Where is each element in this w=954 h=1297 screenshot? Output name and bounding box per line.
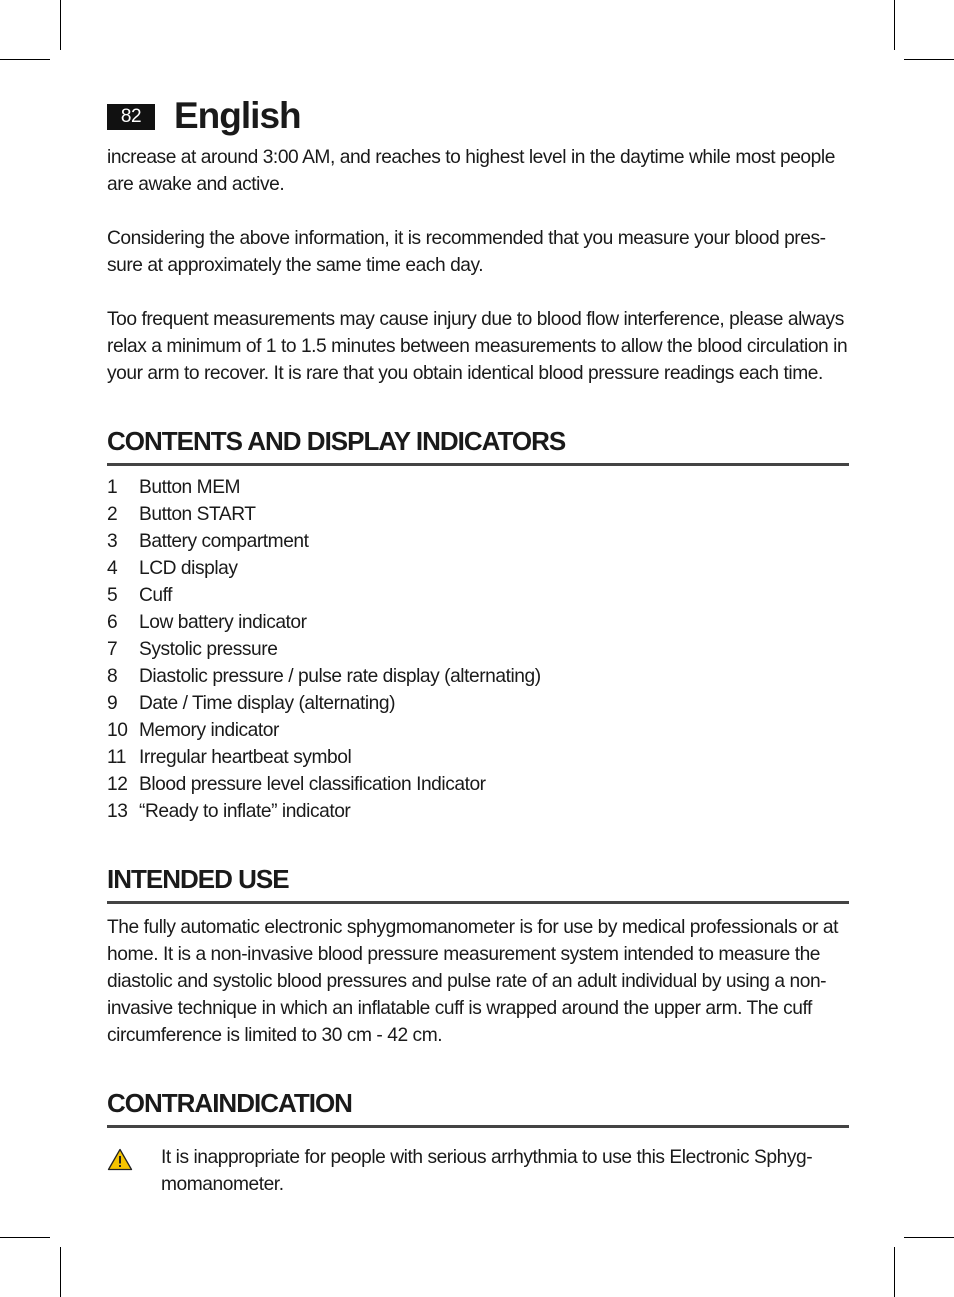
warning-triangle-icon <box>107 1144 161 1198</box>
item-number: 8 <box>107 666 118 687</box>
item-number: 2 <box>107 504 118 525</box>
contents-heading: CONTENTS AND DISPLAY INDICATORS <box>107 425 849 466</box>
list-item <box>107 474 849 501</box>
crop-mark <box>904 59 954 60</box>
page-language-title: English <box>174 95 301 136</box>
contraindication-text: It is inappropriate for people with serious arrhythmia to use this Electronic Sphyg-momanometer. <box>161 1147 813 1195</box>
contents-list <box>107 474 849 825</box>
page-content <box>107 144 849 1198</box>
item-label: “Ready to inflate” indicator <box>139 801 351 822</box>
list-item <box>107 555 849 582</box>
crop-mark <box>894 0 895 50</box>
crop-mark <box>0 59 50 60</box>
item-number: 6 <box>107 612 118 633</box>
list-item <box>107 609 849 636</box>
item-number: 5 <box>107 585 118 606</box>
item-label: Date / Time display (alternating) <box>139 693 396 714</box>
item-number: 7 <box>107 639 118 660</box>
list-item <box>107 528 849 555</box>
item-label: Systolic pressure <box>139 639 278 660</box>
item-label: Battery compartment <box>139 531 309 552</box>
item-number: 10 <box>107 720 128 741</box>
crop-mark <box>60 0 61 50</box>
item-number: 11 <box>107 747 127 768</box>
item-label: Irregular heartbeat symbol <box>139 747 352 768</box>
item-number: 9 <box>107 693 118 714</box>
item-label: Diastolic pressure / pulse rate display (alternating) <box>139 666 541 687</box>
crop-mark <box>894 1247 895 1297</box>
item-number: 13 <box>107 801 128 822</box>
list-item <box>107 636 849 663</box>
contraindication-heading: CONTRAINDICATION <box>107 1087 849 1128</box>
crop-mark <box>60 1247 61 1297</box>
crop-mark <box>904 1237 954 1238</box>
item-label: LCD display <box>139 558 238 579</box>
list-item <box>107 582 849 609</box>
item-label: Low battery indicator <box>139 612 307 633</box>
list-item <box>107 501 849 528</box>
intended-use-paragraph: The fully automatic electronic sphygmomanometer is for use by medical professionals or at home. It is a non-invasive blood pressure measurement system intended to measure the diastolic and systolic blood pressures and pulse rate of an adult individual by using a non-invasive technique in which an inflatable cuff is wrapped around the upper arm. The cuff circumference is limited to 30 cm - 42 cm. <box>107 917 838 1046</box>
item-number: 3 <box>107 531 118 552</box>
crop-mark <box>0 1237 50 1238</box>
list-item <box>107 663 849 690</box>
item-label: Cuff <box>139 585 173 606</box>
list-item <box>107 717 849 744</box>
intro-paragraph: increase at around 3:00 AM, and reaches to highest level in the daytime while most people are awake and active. <box>107 147 835 195</box>
item-label: Button MEM <box>139 477 241 498</box>
item-number: 1 <box>107 477 118 498</box>
item-label: Memory indicator <box>139 720 279 741</box>
intro-paragraph: Considering the above information, it is recommended that you measure your blood pres-sure at approximately the same time each day. <box>107 228 826 276</box>
item-number: 4 <box>107 558 118 579</box>
intro-paragraph: Too frequent measurements may cause injury due to blood flow interference, please always relax a minimum of 1 to 1.5 minutes between measurements to allow the blood circulation in your arm to recover. It is rare that you obtain identical blood pressure readings each time. <box>107 309 848 384</box>
item-number: 12 <box>107 774 128 795</box>
list-item <box>107 690 849 717</box>
item-label: Button START <box>139 504 256 525</box>
warning-triangle-icon <box>107 1148 133 1171</box>
list-item <box>107 771 849 798</box>
contraindication-warning <box>107 1144 849 1198</box>
page-number: 82 <box>107 104 155 130</box>
list-item <box>107 744 849 771</box>
list-item <box>107 798 849 825</box>
item-label: Blood pressure level classification Indicator <box>139 774 486 795</box>
intended-use-heading: INTENDED USE <box>107 863 849 904</box>
